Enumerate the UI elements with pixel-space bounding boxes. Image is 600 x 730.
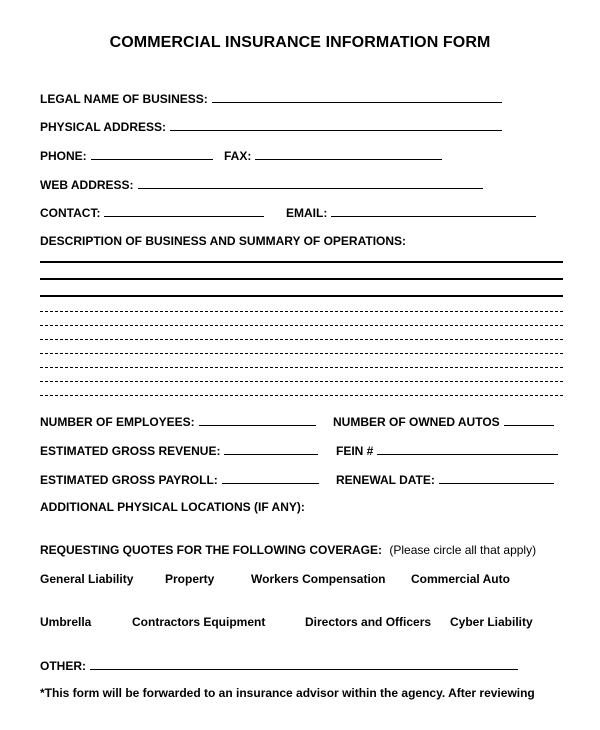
coverage-option-general-liability[interactable]: General Liability <box>40 572 134 586</box>
email-label: EMAIL: <box>286 206 328 220</box>
fax-row <box>224 148 442 163</box>
description-line[interactable] <box>40 325 563 326</box>
description-line[interactable] <box>40 339 563 340</box>
owned-autos-field[interactable] <box>504 414 554 426</box>
employees-field[interactable] <box>199 414 316 426</box>
coverage-option-contractors-equipment[interactable]: Contractors Equipment <box>132 615 266 629</box>
phone-field[interactable] <box>91 148 213 160</box>
coverage-heading-row <box>40 543 536 557</box>
gross-revenue-row <box>40 443 318 458</box>
contact-row <box>40 205 264 220</box>
web-address-field[interactable] <box>138 177 483 189</box>
description-line[interactable] <box>40 367 563 368</box>
coverage-heading: REQUESTING QUOTES FOR THE FOLLOWING COVERAGE: <box>40 543 383 557</box>
description-line[interactable] <box>40 295 563 297</box>
fein-row <box>336 443 558 458</box>
gross-payroll-row <box>40 472 319 487</box>
fax-label: FAX: <box>224 149 252 163</box>
fein-field[interactable] <box>377 443 558 455</box>
coverage-option-property[interactable]: Property <box>165 572 215 586</box>
gross-revenue-field[interactable] <box>224 443 318 455</box>
phone-label: PHONE: <box>40 149 87 163</box>
form-title: COMMERCIAL INSURANCE INFORMATION FORM <box>109 34 491 51</box>
physical-address-label: PHYSICAL ADDRESS: <box>40 120 167 134</box>
coverage-option-umbrella[interactable]: Umbrella <box>40 615 92 629</box>
description-line[interactable] <box>40 395 563 396</box>
gross-revenue-label: ESTIMATED GROSS REVENUE: <box>40 444 221 458</box>
legal-name-label: LEGAL NAME OF BUSINESS: <box>40 92 208 106</box>
physical-address-field[interactable] <box>170 119 502 131</box>
renewal-date-row <box>336 472 554 487</box>
phone-row <box>40 148 213 163</box>
physical-address-row <box>40 119 502 134</box>
email-field[interactable] <box>331 205 536 217</box>
coverage-option-commercial-auto[interactable]: Commercial Auto <box>411 572 510 586</box>
fax-field[interactable] <box>255 148 442 160</box>
gross-payroll-label: ESTIMATED GROSS PAYROLL: <box>40 473 218 487</box>
description-line[interactable] <box>40 278 563 280</box>
description-line[interactable] <box>40 311 563 312</box>
description-line[interactable] <box>40 261 563 263</box>
legal-name-field[interactable] <box>212 91 502 103</box>
fein-label: FEIN # <box>336 444 374 458</box>
contact-field[interactable] <box>104 205 264 217</box>
description-line[interactable] <box>40 353 563 354</box>
legal-name-row <box>40 91 502 106</box>
other-field[interactable] <box>90 658 518 670</box>
web-address-label: WEB ADDRESS: <box>40 178 134 192</box>
description-line[interactable] <box>40 381 563 382</box>
gross-payroll-field[interactable] <box>222 472 319 484</box>
other-row <box>40 658 518 673</box>
coverage-note: (Please circle all that apply) <box>389 543 537 557</box>
description-label: DESCRIPTION OF BUSINESS AND SUMMARY OF OPERATIONS: <box>40 234 407 248</box>
email-row <box>286 205 536 220</box>
employees-label: NUMBER OF EMPLOYEES: <box>40 415 195 429</box>
renewal-date-field[interactable] <box>439 472 554 484</box>
owned-autos-row <box>333 414 554 429</box>
additional-locations-label: ADDITIONAL PHYSICAL LOCATIONS (IF ANY): <box>40 500 305 514</box>
employees-row <box>40 414 316 429</box>
contact-label: CONTACT: <box>40 206 101 220</box>
coverage-option-directors-and-officers[interactable]: Directors and Officers <box>305 615 432 629</box>
renewal-date-label: RENEWAL DATE: <box>336 473 435 487</box>
coverage-option-workers-compensation[interactable]: Workers Compensation <box>251 572 386 586</box>
footer-note: *This form will be forwarded to an insurance advisor within the agency. After reviewing <box>40 686 535 700</box>
other-label: OTHER: <box>40 659 86 673</box>
coverage-option-cyber-liability[interactable]: Cyber Liability <box>450 615 533 629</box>
web-address-row <box>40 177 483 192</box>
owned-autos-label: NUMBER OF OWNED AUTOS <box>333 415 500 429</box>
